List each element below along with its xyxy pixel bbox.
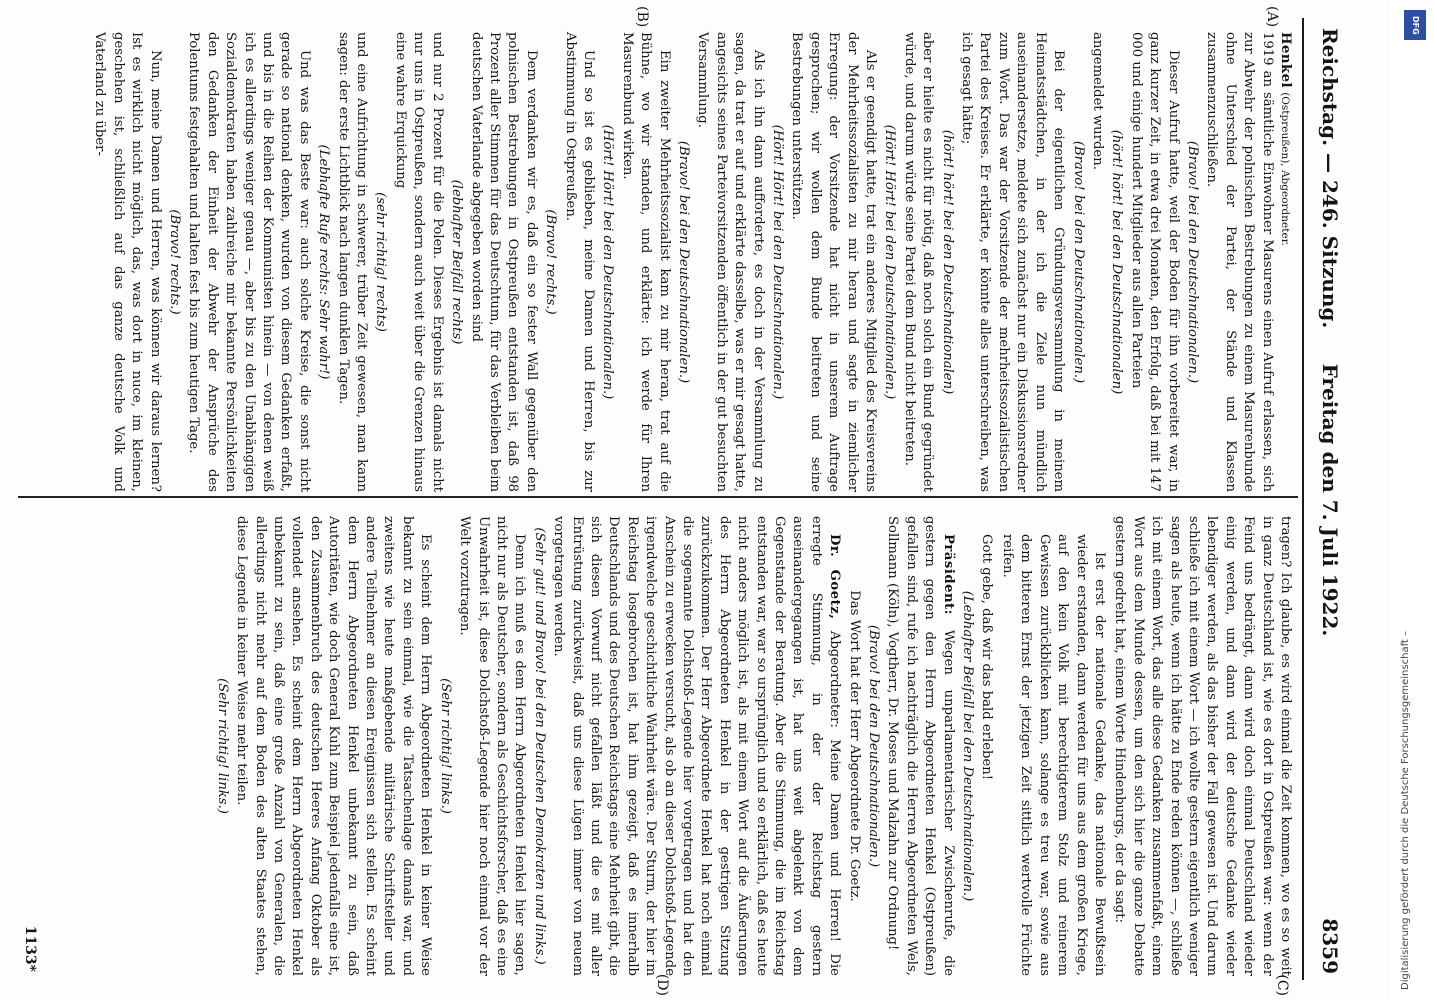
paragraph: 1919 an sämtliche Einwohner Masurens einen Aufruf erlassen, sich zur Abwehr der polnischen Bestrebungen zu einem Masurenbunde ohne Unterschied der Partei, der Stände und Klassen zusammenzuschließen. bbox=[1204, 32, 1275, 492]
paragraph: Nun, meine Damen und Herren, was können wir daraus lernen? Ist es wirklich nicht möglich, das, was dort in nuce, im kleinen, geschehen ist, schließlich auf das ganze deutsche Volk und Vaterland zu über- bbox=[92, 32, 163, 492]
credit-text: Digitalisierung gefördert durch die Deutsche Forschungsgemeinschaft – bbox=[1400, 630, 1411, 990]
goetz-text: Abgeordneter: Meine Damen und Herren! Die erregte Stimmung, in der der Reichstag gestern auseinandergegangen ist, hat uns weit abgelenkt von dem Gegenstande der Beratung. Aber die Stimmung, die im Reichstag entstanden war, war so ursprünglich und so erklärlich, daß es heute nicht anders möglich ist, als mit einem Wort auf die Äußerungen des Herrn Abgeordneten Henkel in der gestrigen Sitzung zurückzukommen. Der Herr Abgeordnete Henkel hat noch einmal die sogenannte Dolchstoß-Legende hier vorgetragen und hat den Anschein zu erwecken versucht, als ob an dieser Dolchstoß-Legende irgendwelche geschichtliche Wahrheit wäre. Der Sturm, der hier im Reichstag losgebrochen ist, hat ihm gezeigt, daß es innerhalb Deutschlands und des Deutschen Reichstags eine Mehrheit gibt, die sich diesen Vorwurf nicht gefallen läßt und die es mit aller Entrüstung zurückweist, daß uns diese Lügen immer von neuem vorgetragen werden. bbox=[551, 516, 843, 976]
interjection: (Hört! Hört! bei den Deutschnationalen.) bbox=[770, 124, 786, 400]
speaker-name: Henkel bbox=[1278, 32, 1293, 88]
sheet-signature: 1133* bbox=[22, 925, 38, 972]
interjection: (Bravo! bei den Deutschnationalen.) bbox=[1184, 140, 1200, 384]
president-label: Präsident: bbox=[940, 534, 956, 616]
paragraph: Als er geendigt hatte, trat ein anderes Mitglied des Kreisvereins der Mehrheitssozialisten zu mir heran und sagte in ziemlicher Erregung: der Vorsitzende hat nicht in unserem Auftrage gesprochen; wir wollen dem Bunde beitreten und seine Bestrebungen unterstützen. bbox=[789, 32, 879, 492]
paragraph: Und so ist es geblieben, meine Damen und Herren, bis zur Abstimmung in Ostpreußen. bbox=[562, 32, 596, 492]
header-date: Freitag den 7. Juli 1922. bbox=[1318, 363, 1342, 637]
interjection: (Lebhafte Rufe rechts: Sehr wahr!) bbox=[316, 144, 332, 380]
page-number: 8359 bbox=[1318, 918, 1342, 974]
president-paragraph bbox=[883, 516, 957, 976]
interjection: (Sehr gut! und Bravo! bei den Deutschen Demokraten und links.) bbox=[531, 527, 547, 965]
paragraph: tragen? Ich glaube, es wird einmal die Zeit kommen, wo es so weit in ganz Deutschland ist, wie es dort in Ostpreußen war: wenn der Feind uns bedrängt, dann wird doch einmal Deutschland wieder einig werden, und dann wird der deutsche Gedanke wieder lebendiger werden, als das bisher der Fall gewesen ist. Und darum schließe ich mit einem Wort — ich wollte gestern eigentlich weniger sagen als heute, wenn ich hätte zu Ende reden können —, schließe ich mit einem Wort, das alle diese Gedanken zusammenfaßt, einem Wort aus dem Munde dessen, um den sich hier die ganze Debatte gestern gedreht hat, einem Worte Hindenburgs, der da sagt: bbox=[1112, 516, 1293, 976]
digitization-credit bbox=[1394, 0, 1434, 1000]
president-text: Wegen unparlamentarischer Zwischenrufe, die gestern gegen den Herrn Abgeordneten Henkel (Ostpreußen) gefallen sind, rufe ich nachträglich die Herren Abgeordneten Wels, Sollmann (Köln), Vogtherr, Dr. Moses und Malzahn zur Ordnung! bbox=[885, 516, 956, 976]
margin-marker-c: (C) bbox=[1274, 974, 1290, 996]
paragraph: Es scheint dem Herrn Abgeordneten Henkel in keiner Weise bekannt zu sein einmal, wie die Tatsachenlage damals war, und zweitens wie heute maßgebende militärische Schriftsteller und andere Teilnehmer an diesen Ereignissen sich stellen. Es scheint dem Herrn Abgeordneten Henkel unbekannt zu sein, daß Autoritäten, wie doch General Kuhl zum Beispiel jedenfalls eine ist, den Zusammenbruch des deutschen Heeres Anfang Oktober als vollendet ansehen. Es scheint dem Herrn Abgeordneten Henkel unbekannt zu sein, daß eine große Anzahl von Generalen, die allerdings nicht mehr auf dem Boden des alten Staates stehen, diese Legende in keiner Weise mehr teilen. bbox=[234, 516, 434, 976]
paragraph: und eine Aufrichtung in schwerer, trüber Zeit gewesen, man kann sagen: der erste Lichtblick nach langen dunklen Tagen. bbox=[335, 32, 370, 492]
goetz-label: Dr. Goetz, bbox=[827, 534, 843, 620]
column-divider bbox=[18, 496, 1298, 498]
interjection: (Bravo! bei den Deutschnationalen.) bbox=[1070, 140, 1086, 384]
right-column bbox=[211, 516, 1294, 976]
paragraph: und nur 2 Prozent für die Polen. Dieses Ergebnis ist damals nicht nur uns in Ostpreußen, sondern auch weit über die Grenzen hinaus eine wahre Erquickung bbox=[392, 32, 445, 492]
paragraph: aber er hielte es nicht für nötig, daß noch solch ein Bund gegründet würde, und darum würde seine Partei dem Bund nicht beitreten. bbox=[901, 32, 936, 492]
page-header bbox=[1310, 0, 1350, 1000]
dfg-logo: DFG bbox=[1404, 10, 1426, 40]
interjection: (hört! hört! bei den Deutschnationalen) bbox=[1109, 129, 1125, 395]
left-column bbox=[90, 32, 1294, 492]
interjection: (Sehr richtig! links.) bbox=[214, 678, 230, 814]
paragraph: Denn ich muß es dem Herrn Abgeordneten Henkel hier sagen, nicht nur als Deutscher, sondern als Geschichtsforscher, daß es eine Unwahrheit ist, diese Dolchstoß-Legende hier noch einmal vor der Welt vorzutragen. bbox=[457, 516, 528, 976]
interjection: (lebhafter Beifall rechts) bbox=[449, 179, 465, 345]
interjection: (Lebhafter Beifall bei den Deutschnationalen.) bbox=[960, 590, 976, 902]
interjection: (Sehr richtig! links.) bbox=[437, 678, 453, 814]
hindenburg-quote: Ist erst der nationale Gedanke, das nationale Bewußtsein wieder erstanden, dann werden für uns aus dem großen Kriege, auf den kein Volk mit berechtigterem Stolz und reinerem Gewissen zurückblicken kann, solange es treu war, sowie aus dem bitteren Ernst der jetzigen Zeit sittlich wertvolle Früchte reifen. bbox=[999, 534, 1107, 976]
paragraph: Und was das Beste war: auch solche Kreise, die sonst nicht gerade so national denken, wurden von diesem Gedanken erfaßt, und bis in die Reihen der Kommunisten hinein — von denen weiß ich es allerdings weniger genau —, aber bis zu den Unabhängigen Sozialdemokraten haben zahlreiche mir bekannte Persönlichkeiten den Gedanken der Einheit der Abwehr der Ansprüche des Polentums festgehalten und halten fest bis zum heutigen Tage. bbox=[186, 32, 312, 492]
interjection: (hört! hört! bei den Deutschnationalen) bbox=[939, 129, 955, 395]
margin-marker-b: (B) bbox=[634, 6, 650, 28]
interjection: (Bravo! rechts.) bbox=[167, 209, 183, 315]
interjection: (Hört! Hört! bei den Deutschnationalen.) bbox=[882, 124, 898, 400]
speaker-note: (Ostpreußen), Abgeordneter. bbox=[1279, 92, 1291, 246]
interjection: (Bravo! bei den Deutschnationalen.) bbox=[866, 624, 882, 868]
header-left: Reichstag. — 246. Sitzung. bbox=[1318, 28, 1342, 329]
paragraph: Gott gebe, daß wir das bald erleben! bbox=[979, 534, 995, 781]
paragraph: angemeldet wurden. bbox=[1089, 32, 1105, 170]
floor-announcement: Das Wort hat der Herr Abgeordnete Dr. Goetz. bbox=[846, 590, 862, 902]
paragraph: Ein zweiter Mehrheitssozialist kam zu mir heran, trat auf die Bühne, wo wir standen, und erklärte: ich werde für Ihren Masurenbund wirken. bbox=[619, 32, 672, 492]
goetz-paragraph bbox=[549, 516, 844, 976]
speaker-line bbox=[1276, 32, 1294, 492]
interjection: (Hört! Hört! bei den Deutschnationalen.) bbox=[600, 124, 616, 400]
interjection: (Bravo! bei den Deutschnationalen.) bbox=[676, 140, 691, 384]
interjection: (Bravo! rechts.) bbox=[543, 209, 559, 315]
paragraph: Bei der eigentlichen Gründungsversammlung in meinem Heimatsstädtchen, in der ich die Ziele nun mündlich auseinandersetze, meldete sich zunächst nur ein Diskussionsredner zum Wort. Das war der Vorsitzende der mehrheitssozialistischen Partei des Kreises. Er erklärte, er könnte alles unterschreiben, was ich gesagt hätte; bbox=[959, 32, 1067, 492]
header-rule bbox=[1302, 18, 1304, 980]
paragraph: Dem verdanken wir es, daß ein so fester Wall gegenüber den polnischen Bestrebungen in Ostpreußen entstanden ist, daß 98 Prozent aller Stimmen für das Deutschtum, für das Verbleiben beim deutschen Vaterlande abgegeben worden sind bbox=[468, 32, 539, 492]
margin-marker-d: (D) bbox=[654, 973, 670, 996]
interjection: (sehr richtig! rechts) bbox=[373, 192, 389, 332]
paragraph: Dieser Aufruf hatte, weil der Boden für ihn vorbereitet war, in ganz kurzer Zeit, in etwa drei Monaten, den Erfolg, daß bei mit 147 000 und einige hundert Mitglieder aus allen Parteien bbox=[1128, 32, 1181, 492]
paragraph: Als ich ihn dann aufforderte, es doch in der Versammlung zu sagen, da trat er auf und erklärte dasselbe, was er mir gesagt hatte, angesichts seines Parteivorsitzenden öffentlich in der gut besuchten Versammlung. bbox=[695, 32, 766, 492]
margin-marker-a: (A) bbox=[1264, 6, 1280, 28]
